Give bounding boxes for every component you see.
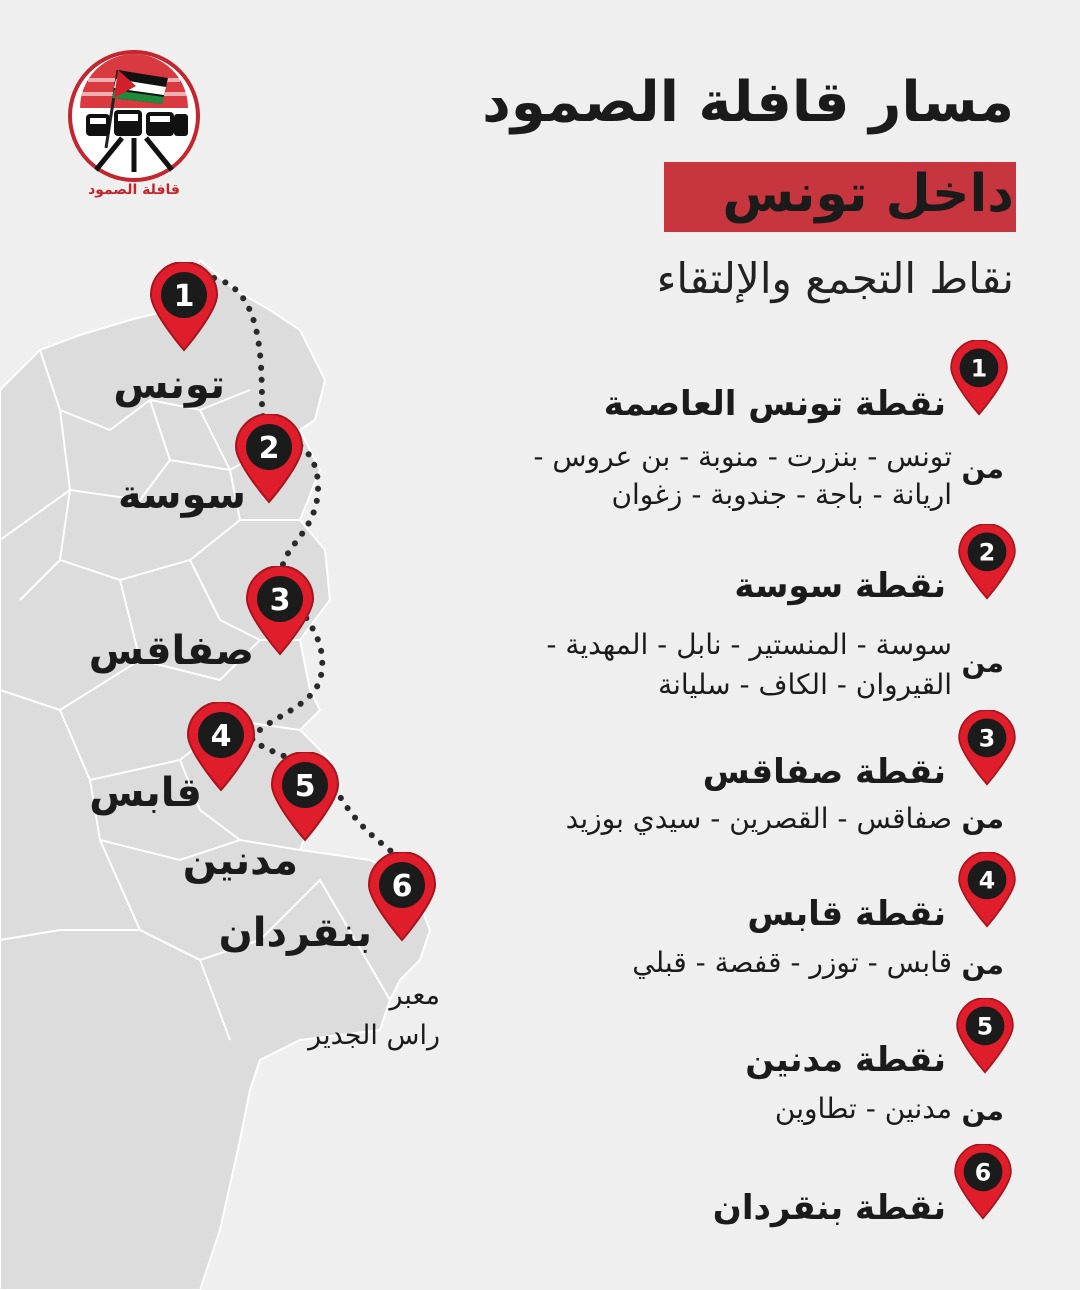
- point-title-1: نقطة تونس العاصمة: [603, 384, 946, 424]
- from-line-3: صفاقس - القصرين - سيدي بوزيد: [565, 802, 952, 835]
- crossing-line-2: راس الجدير: [308, 1020, 440, 1051]
- point-pin-5: [954, 998, 1016, 1074]
- point-pin-6: [952, 1144, 1014, 1220]
- point-title-4: نقطة قابس: [747, 894, 946, 934]
- page-title: مسار قافلة الصمود: [482, 70, 1014, 135]
- from-label-2: من: [961, 646, 1004, 679]
- from-label-5: من: [961, 1094, 1004, 1127]
- map-label-sousse: سوسة: [117, 472, 246, 518]
- map-label-benguerdane: بنقردان: [218, 910, 372, 956]
- map-pin-number: 5: [294, 769, 316, 804]
- from-line-4: قابس - توزر - قفصة - قبلي: [632, 946, 952, 979]
- point-pin-1: [948, 340, 1010, 416]
- map-pin-number: 6: [391, 869, 413, 904]
- point-pin-3: [956, 710, 1018, 786]
- map-label-crossing: [308, 976, 440, 1056]
- map-label-gabes: قابس: [89, 770, 202, 816]
- crossing-line-1: معبر: [389, 980, 440, 1011]
- map-pin-number: 2: [258, 431, 280, 466]
- map-pin-number: 4: [210, 719, 232, 754]
- page-subtitle: داخل تونس: [722, 164, 1014, 224]
- map-label-medenine: مدنين: [182, 838, 298, 884]
- point-title-6: نقطة بنقردان: [712, 1188, 946, 1228]
- point-pin-number: 1: [970, 354, 988, 383]
- point-pin-number: 6: [974, 1158, 992, 1187]
- from-line-1a: تونس - بنزرت - منوبة - بن عروس -: [533, 440, 952, 473]
- from-label-3: من: [961, 802, 1004, 835]
- logo-text: قافلة الصمود: [88, 182, 180, 198]
- from-label-4: من: [961, 948, 1004, 981]
- point-title-5: نقطة مدنين: [745, 1040, 946, 1080]
- map-label-sfax: صفاقس: [88, 628, 254, 674]
- map-pin-number: 1: [173, 279, 195, 314]
- point-pin-number: 2: [978, 538, 996, 567]
- from-label-1: من: [961, 452, 1004, 485]
- point-pin-number: 5: [976, 1012, 994, 1041]
- map-pin-number: 3: [269, 583, 291, 618]
- point-pin-number: 4: [978, 866, 996, 895]
- point-title-2: نقطة سوسة: [734, 566, 946, 606]
- point-title-3: نقطة صفاقس: [702, 752, 946, 792]
- from-line-2a: سوسة - المنستير - نابل - المهدية -: [546, 628, 952, 661]
- from-line-2b: القيروان - الكاف - سليانة: [658, 668, 952, 701]
- point-pin-2: [956, 524, 1018, 600]
- from-line-1b: اريانة - باجة - جندوبة - زغوان: [611, 478, 952, 511]
- point-pin-number: 3: [978, 724, 996, 753]
- point-pin-4: [956, 852, 1018, 928]
- map-label-tunis: تونس: [113, 362, 225, 408]
- from-line-5: مدنين - تطاوين: [774, 1092, 952, 1125]
- page-tagline: نقاط التجمع والإلتقاء: [656, 254, 1014, 303]
- tunisia-map: [0, 240, 520, 1290]
